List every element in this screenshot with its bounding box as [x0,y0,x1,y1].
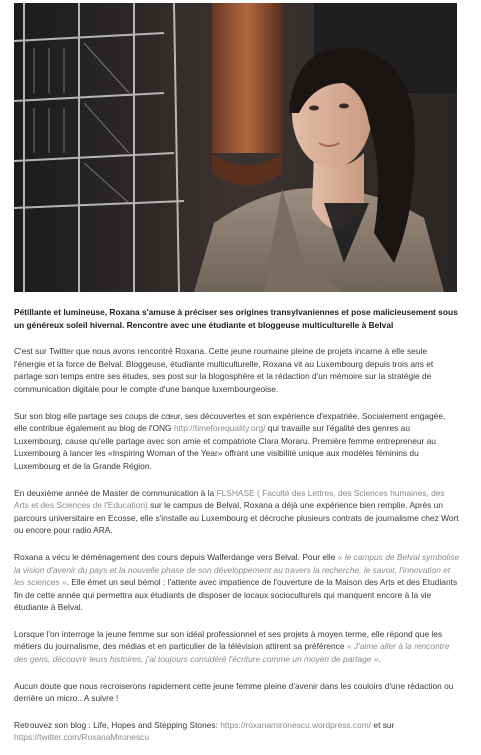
wordpress-blog-link[interactable]: https://roxanamironescu.wordpress.com/ [220,719,372,730]
paragraph-text: En deuxième année de Master de communication à la [14,487,217,498]
paragraph-text: qui travaille sur l'égalité des genres au Luxembourg, cause qu'elle partage avec son amie et compatriote Clara Moraru. Première femme entrepreneur au Luxembourg à lancer les «Inspiring Woman of the Year» offrant une visibilité unique aux modèles féminins du Luxembourg et de la Grande Région. [14,423,436,471]
flshase-link[interactable]: FLSHASE ( Faculté des Lettres, des Sciences humaines, des Arts et des Sciences de l'Education) [14,487,445,511]
paragraph-career [14,628,460,666]
paragraph-intro: C'est sur Twitter que nous avons rencontré Roxana. Cette jeune roumaine pleine de projets incarne à elle seule l'énergie et la force de Belval. Bloggeuse, étudiante multiculturelle, Roxana vit au Luxembourg depuis trois ans et partage son temps entre ses études, ses post sur la blogosphère et la rédaction d'un mémoire sur la stratégie de communication digitale pour le compte d'une banque luxembourgeoise. [14,346,434,394]
article-lead: Pétillante et lumineuse, Roxana s'amuse à préciser ses origines transylvaniennes et pose malicieusement sous un généreux soleil hivernal. Rencontre avec une étudiante et bloggeuse multiculturelle à Belval [14,307,458,330]
paragraph-text: Retrouvez son blog : Life, Hopes and Stepping Stones: [14,719,221,730]
campus-quote: « le campus de Belval symbolise la vision d'avenir du pays et la nouvelle phase de son développement au travers la recherche, le savoir, l'innovation et les sciences » [14,551,460,588]
twitter-link[interactable]: https://twitter.com/RoxanaMironescu [14,732,149,743]
article-photo [14,3,457,292]
paragraph-text: Sur son blog elle partage ses coups de cœur, ses découvertes et son expérience d'expatriée. Socialement engagée, elle contribue également au blog de l'ONG [14,410,446,434]
timeforequality-link[interactable]: http://timeforequality.org/ [173,423,266,434]
paragraph-text: . Elle émet un seul bémol : l'attente avec impatience de l'ouverture de la Maison des Arts et des Etudiants fin de cette année qui permettra aux étudiants de disposer de locaux socioculturels qui manquent encore à la vie étudiante à Belval. [14,577,458,613]
paragraph-blog [14,410,460,473]
portrait-photo-icon [14,3,457,292]
paragraph-text: Lorsque l'on interroge la jeune femme sur son idéal professionnel et ses projets à moyen terme, elle répond que les métiers du journalisme, des médias et en particulier de la télévision attirent sa préférence [14,628,443,652]
paragraph-text: Roxana a vécu le déménagement des cours depuis Walferdange vers Belval. Pour elle [14,551,338,562]
career-quote: « J'aime aller à la rencontre des gens, découvrir leurs histoires, j'ai toujours considéré l'écriture comme un moyen de partage » [14,641,450,665]
paragraph-text: sur le campus de Belval, Roxana a déjà une expérience bien remplie. Après un parcours universitaire en Ecosse, elle s'installe au Luxembourg et décroche plusieurs contrats de journalisme chez Wort ou encore pour radio ARA. [14,500,459,536]
paragraph-text: . [378,654,381,665]
paragraph-master [14,487,460,537]
paragraph-links [14,719,460,744]
paragraph-outro: Aucun doute que nous recroiserons rapidement cette jeune femme pleine d'avenir dans les couloirs d'une rédaction ou derrière un micro.. A suivre ! [14,680,454,704]
paragraph-text: et sur [371,719,395,730]
article-body [14,306,460,744]
paragraph-campus [14,551,460,614]
